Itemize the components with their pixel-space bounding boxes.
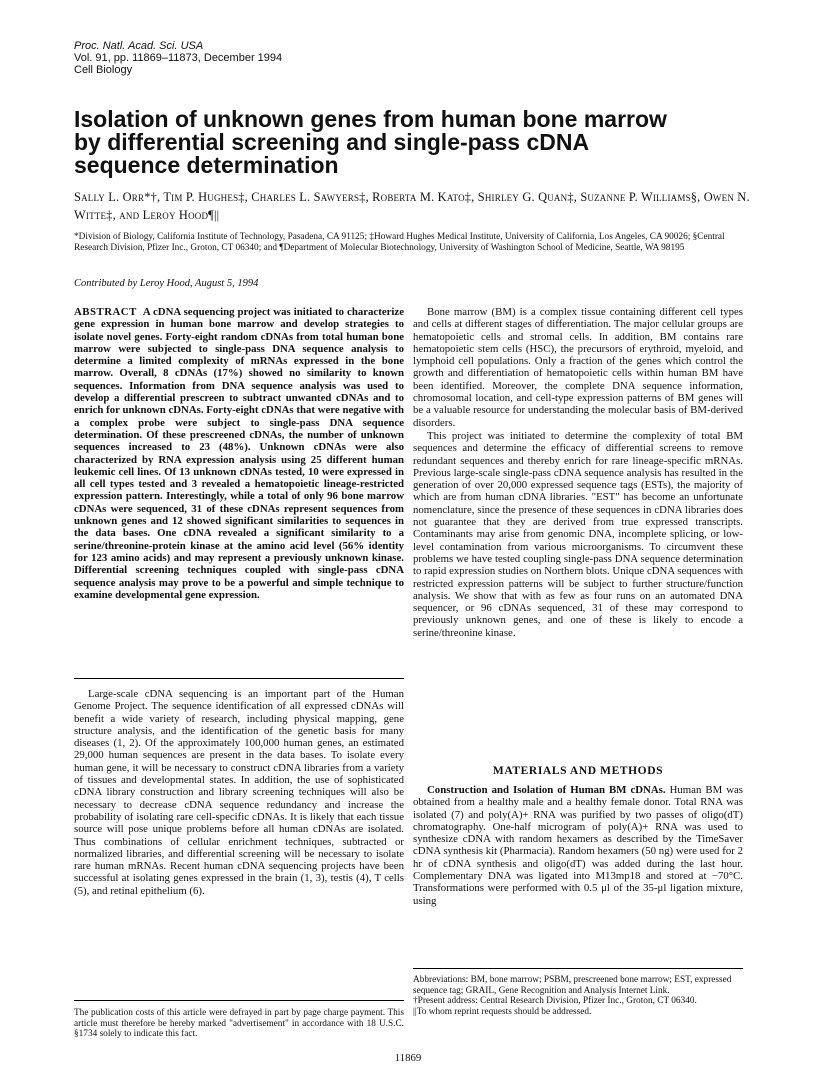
introduction-left: [74, 688, 404, 897]
footnote-abbreviations: Abbreviations: BM, bone marrow; PSBM, prescreened bone marrow; EST, expressed sequence tag; GRAIL, Gene Recognition and Analysis Internet Link.: [413, 975, 732, 996]
footnotes: [413, 975, 743, 1017]
intro-paragraph-bm: Bone marrow (BM) is a complex tissue containing different cell types and cells at different stages of differentiation. The major cellular groups are hematopoietic cells and stromal cells. In addition, BM contains rare hematopoietic stem cells (HSC), the precursors of erythroid, myeloid, and lymphoid cell populations. Only a fraction of the genes which control the growth and differentiation of hematopoietic cells within human BM have been identified. Moreover, the complete DNA sequence information, chromosomal location, and cell-type expression patterns of BM genes will be a valuable resource for understanding the molecular basis of BM-derived disorders.: [413, 306, 743, 429]
journal-section: Cell Biology: [74, 64, 133, 76]
methods-paragraph: Human BM was obtained from a healthy male and a healthy female donor. Total RNA was isolated (7) and poly(A)+ RNA was purified by two passes of oligo(dT) chromatography. One-half microgram of poly(A)+ RNA was used to synthesize cDNA with random hexamers as described by the TimeSaver cDNA synthesis kit (Pharmacia). Random hexamers (50 ng) were used for 2 hr of cDNA synthesis and oligo(dT) was added during the last hour. Complementary DNA was ligated into M13mp18 and stored at −70°C. Transformations were performed with 0.5 μl of the 35-μl ligation mixture, using: [413, 784, 743, 907]
abstract: [74, 306, 404, 601]
footnote-divider-left: [74, 1000, 404, 1001]
footnote-divider-right: [413, 968, 743, 969]
journal-header: [74, 40, 282, 76]
footnote-reprints: ||To whom reprint requests should be addressed.: [413, 1006, 592, 1017]
affiliations: *Division of Biology, California Institute of Technology, Pasadena, CA 91125; ‡Howard Hughes Medical Institute, University of California, Los Angeles, CA 90026; §Central Research Division, Pfizer Inc., Groton, CT 06340; and ¶Department of Molecular Biotechnology, University of Washington School of Medicine, Seattle, WA 98195: [74, 232, 725, 253]
contributed-by: Contributed by Leroy Hood, August 5, 1994: [74, 278, 259, 289]
methods-text: [413, 784, 743, 907]
page-number: 11869: [394, 1052, 422, 1064]
footnote-present-address: †Present address: Central Research Division, Pfizer Inc., Groton, CT 06340.: [413, 996, 697, 1007]
paper-title: Isolation of unknown genes from human bone marrow by differential screening and single-pass cDNA sequence determination: [74, 106, 667, 178]
section-heading-methods: MATERIALS AND METHODS: [492, 765, 664, 777]
abstract-heading: ABSTRACT: [74, 306, 137, 318]
intro-paragraph: Large-scale cDNA sequencing is an important part of the Human Genome Project. The sequence identification of all expressed cDNAs will benefit a wide variety of research, including physical mapping, gene structure analysis, and the identification of the genetic basis for many diseases (1, 2). Of the approximately 100,000 human genes, an estimated 29,000 human sequences are present in the data bases. To isolate every human gene, it will be necessary to construct cDNA libraries from a variety of tissues and developmental states. In addition, the use of sophisticated cDNA library construction and library screening techniques will also be necessary to decrease cDNA sequence redundancy and increase the probability of isolating rare cell-specific cDNAs. It is likely that each tissue source will pose unique problems before all human cDNAs are isolated. Thus combinations of cellular enrichment techniques, subtracted or normalized libraries, and differential screening will be necessary to isolate rare human mRNAs. Recent human cDNA sequencing projects have been successful at isolating genes expressed in the brain (1, 3), testis (4), T cells (5), and retinal epithelium (6).: [74, 688, 404, 897]
abstract-text: A cDNA sequencing project was initiated to characterize gene expression in human bone marrow and develop strategies to isolate novel genes. Forty-eight random cDNAs from total human bone marrow were subjected to single-pass DNA sequence analysis to determine a limited complexity of mRNAs expressed in the bone marrow. Overall, 8 cDNAs (17%) showed no similarity to known sequences. Information from DNA sequence analysis was used to develop a differential prescreen to subtract unwanted cDNAs and to enrich for unknown cDNAs. Forty-eight cDNAs that were negative with a complex probe were subject to single-pass DNA sequence determination. Of these prescreened cDNAs, the number of unknown sequences increased to 23 (48%). Unknown cDNAs were also characterized by RNA expression analysis using 25 different human leukemic cell lines. Of 13 unknown cDNAs tested, 10 were expressed in all cell types tested and 3 revealed a hematopoietic lineage-restricted expression pattern. Interestingly, while a total of only 96 bone marrow cDNAs were sequenced, 31 of these cDNAs represent sequences from unknown genes and 12 showed significant similarities to sequences in the data bases. One cDNA revealed a significant similarity to a serine/threonine-protein kinase at the amino acid level (56% identity for 123 amino acids) and may represent a previously unknown kinase. Differential screening techniques coupled with single-pass cDNA sequence analysis may prove to be a powerful and simple technique to examine developmental gene expression.: [74, 306, 404, 601]
intro-paragraph-project: This project was initiated to determine the complexity of total BM sequences and determine the efficacy of differential screens to remove redundant sequences and thereby enrich for rare lineage-specific mRNAs. Previous large-scale single-pass cDNA sequence analysis has resulted in the generation of over 20,000 expressed sequence tags (ESTs), the majority of which are from human cDNA libraries. "EST" has become an unfortunate nomenclature, since the presence of these sequences in cDNA libraries does not guarantee that they are derived from true expressed transcripts. Contaminants may arise from genomic DNA, incomplete splicing, or low-level contamination from various microorganisms. To circumvent these problems we have tested coupling single-pass DNA sequence determination to rapid expression studies on Northern blots. Unique cDNA sequences with restricted expression patterns will be subject to further structure/function analysis. We show that with as few as four runs on an automated DNA sequencer, or 96 cDNAs sequenced, 31 of these may correspond to previously unknown genes, and one of these is likely to encode a serine/threonine kinase.: [413, 429, 743, 639]
author-list: Sally L. Orr*†, Tim P. Hughes‡, Charles L. Sawyers‡, Roberta M. Kato‡, Shirley G. Quan‡, Suzanne P. Williams§, Owen N. Witte‡, and Leroy Hood¶||: [74, 190, 750, 222]
publication-cost-note: The publication costs of this article were defrayed in part by page charge payment. This article must therefore be hereby marked "advertisement" in accordance with 18 U.S.C. §1734 solely to indicate this fact.: [74, 1008, 404, 1040]
journal-volume: Vol. 91, pp. 11869–11873, December 1994: [74, 52, 283, 64]
methods-subheading: Construction and Isolation of Human BM cDNAs.: [427, 784, 666, 796]
journal-name: Proc. Natl. Acad. Sci. USA: [74, 40, 204, 52]
introduction-right: [413, 306, 743, 639]
abstract-divider: [74, 678, 404, 679]
